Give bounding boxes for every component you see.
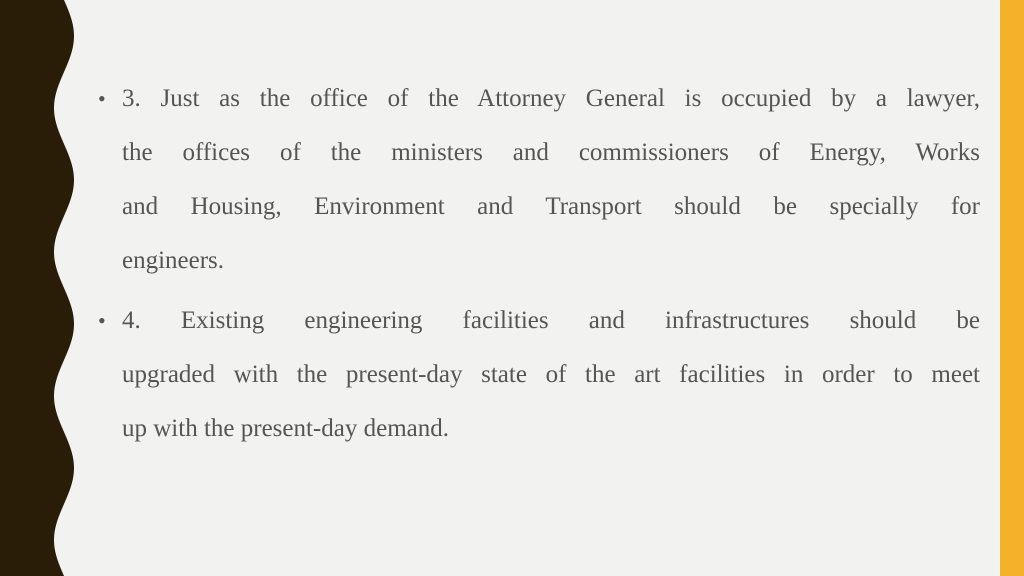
bullet-text-line: up with the present-day demand. bbox=[122, 415, 449, 442]
bullet-text-line: the offices of the ministers and commissioners of Energy, Works bbox=[122, 139, 980, 166]
bullet-text-line: upgraded with the present-day state of the art facilities in order to meet bbox=[122, 361, 980, 388]
bullet-item bbox=[98, 294, 980, 456]
bullet-text-line: 3. Just as the office of the Attorney General is occupied by a lawyer, bbox=[122, 85, 980, 112]
bullet-text-line: and Housing, Environment and Transport should be specially for bbox=[122, 193, 980, 220]
bullet-item bbox=[98, 72, 980, 288]
right-accent-bar bbox=[1000, 0, 1024, 576]
bullet-marker: • bbox=[98, 86, 106, 111]
bullet-text-line: 4. Existing engineering facilities and infrastructures should be bbox=[122, 307, 980, 334]
bullet-text-line: engineers. bbox=[122, 247, 225, 274]
slide-body bbox=[98, 72, 980, 462]
bullet-marker: • bbox=[98, 308, 106, 333]
left-wavy-border bbox=[0, 0, 80, 576]
